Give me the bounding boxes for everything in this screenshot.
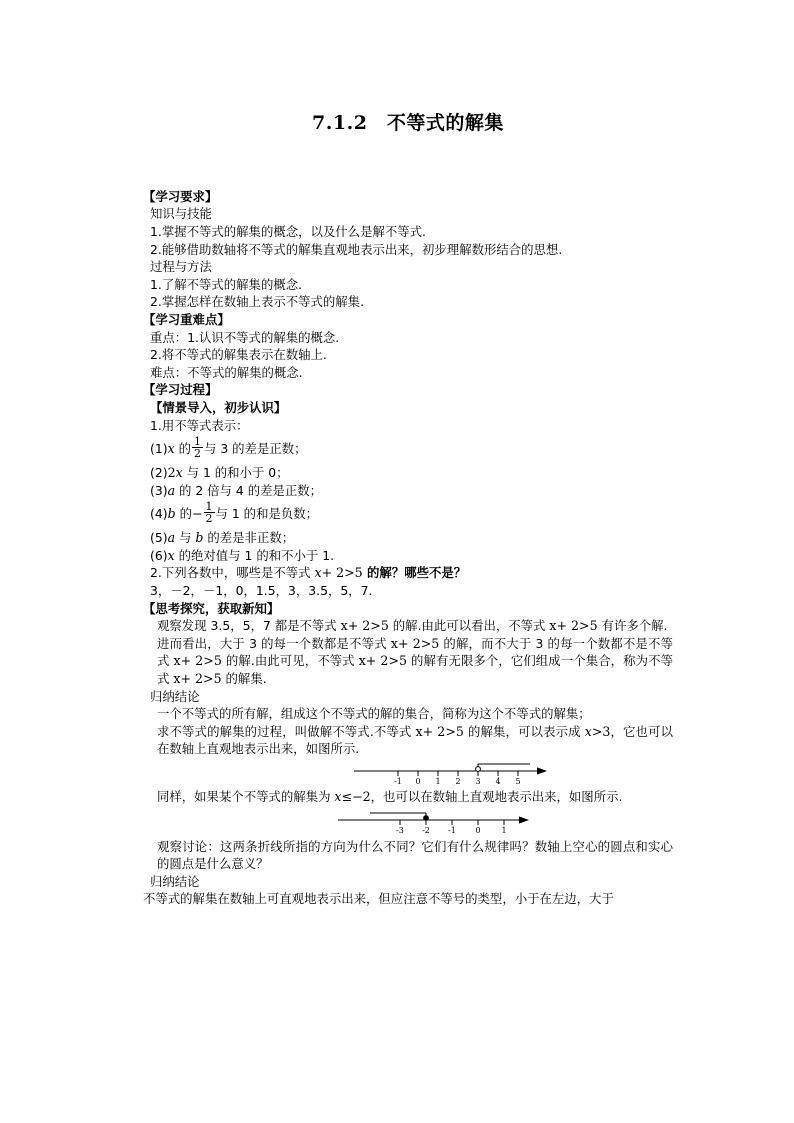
math-expression-2: x+ 2>5 (173, 653, 222, 669)
heading-learning-process: 【学习过程】 (143, 382, 218, 398)
explore-paragraph-2 (143, 635, 673, 688)
axis-ticks (398, 771, 518, 776)
math-expression-3: x+ 2>5 (358, 653, 408, 669)
requirement-item-4: 2.掌握怎样在数轴上表示不等式的解集. (150, 294, 365, 310)
number-line-figure-2 (143, 808, 699, 834)
filled-circle-at-neg2 (424, 815, 429, 820)
same-line-paragraph (143, 788, 673, 806)
math-variable-2: b (195, 530, 204, 546)
tick-label-3: 3 (475, 777, 481, 786)
number-line-figure-1 (143, 759, 717, 785)
item-text: 的 (174, 441, 192, 457)
requirement-item-2: 2.能够借助数轴将不等式的解集直观地表示出来，初步理解数形结合的思想. (150, 241, 563, 257)
conclusion-label-2: 归纳结论 (150, 873, 200, 889)
item-text-tail: 与 3 的差是正数； (204, 441, 307, 457)
question-1-item-6 (143, 547, 673, 565)
focus-item-1: 重点：1.认识不等式的解集的概念. (150, 329, 340, 345)
text-e: 的解集. (221, 671, 267, 687)
focus-item-3: 难点：不等式的解集的概念. (150, 364, 303, 380)
text-d: 的解有无限多个，它们组成一个集合，称为不等式 (157, 653, 673, 687)
tick-label-0: 0 (475, 825, 481, 834)
math-coefficient: 2 (167, 465, 176, 481)
text-b: 的解.由此可以看出，不等式 (388, 618, 550, 634)
conclusion-text-1: 一个不等式的所有解，组成这个不等式的解的集合，简称为这个不等式的解集； (157, 706, 591, 722)
math-variable: x (584, 723, 592, 739)
focus-item-2: 2.将不等式的解集表示在数轴上. (150, 347, 327, 363)
item-text: 的 2 倍与 4 的差是正数； (175, 482, 323, 498)
heading-thinking-exploration: 【思考探究，获取新知】 (143, 600, 280, 616)
math-variable: x (167, 547, 175, 563)
requirement-item-1: 1.掌握不等式的解集的概念，以及什么是解不等式. (150, 223, 426, 239)
item-text-tail: 与 1 的和是负数； (215, 506, 319, 522)
math-variable: x (167, 441, 175, 457)
math-expression: + 2>5 (321, 565, 363, 581)
text-a: 同样，如果某个不等式的解集为 (157, 789, 335, 805)
tick-label-0: 0 (415, 777, 421, 786)
subheading-process-method: 过程与方法 (150, 259, 212, 275)
number-line-svg-gt3 (352, 759, 552, 785)
question-1-item-1 (143, 434, 673, 464)
item-text: 的绝对值与 1 的和不小于 1. (174, 547, 335, 563)
item-label: (4) (150, 506, 168, 522)
text-a: 进而看出，大于 3 的每一个数都是不等式 (157, 635, 391, 651)
math-variable: a (167, 482, 176, 498)
document-body (143, 188, 673, 908)
stem-part-a: 2.下列各数中，哪些是不等式 (150, 565, 315, 581)
text-c: ，它也可以在数轴上直观地表示出来，如图所示. (157, 723, 673, 757)
text-b: 的解，而不大于 3 的每一个数都不是不等式 (157, 635, 673, 669)
subheading-knowledge-skills: 知识与技能 (150, 206, 212, 222)
item-label: (3) (150, 482, 168, 498)
tick-label-neg3: -3 (396, 825, 404, 834)
heading-key-difficulties: 【学习重难点】 (143, 311, 230, 327)
question-2-stem (143, 564, 673, 582)
explore-paragraph-1 (143, 617, 673, 635)
text-c: 的解.由此可见，不等式 (221, 653, 359, 669)
number-line-svg-le-neg2 (334, 808, 534, 834)
fraction-one-half: $\frac{1}{2}$ (194, 434, 202, 461)
math-variable: x (334, 789, 342, 805)
math-expression-1: x+ 2>5 (390, 635, 440, 651)
heading-scenario-intro: 【情景导入，初步认识】 (150, 399, 287, 415)
math-relation-le: ≤ (341, 789, 353, 805)
question-1-item-4 (143, 499, 673, 529)
discussion-paragraph: 观察讨论：这两条折线所指的方向为什么不同？它们有什么规律吗？数轴上空心的圆点和实心的圆点是什么意义？ (157, 838, 673, 872)
axis-tick-labels (396, 826, 506, 834)
math-expression-1: x+ 2>5 (340, 618, 389, 634)
math-expression-2: x+ 2>5 (549, 618, 598, 634)
conclusion-text-2 (143, 723, 673, 758)
minus-sign: − (191, 506, 203, 522)
item-label: (1) (150, 441, 168, 457)
question-2-number-list: 3，－2，－1，0，1.5，3，3.5，5，7. (150, 583, 373, 599)
text-c: 有许多个解. (597, 618, 668, 634)
tick-label-1: 1 (435, 777, 441, 786)
math-expression-4: x+ 2>5 (173, 671, 222, 687)
tick-label-5: 5 (515, 777, 521, 786)
heading-learning-requirements: 【学习要求】 (143, 188, 218, 204)
question-1-item-5 (143, 529, 673, 547)
tick-label-neg2: -2 (422, 825, 430, 834)
question-1-item-2 (143, 464, 673, 482)
axis-arrow-right (519, 816, 529, 823)
fraction-one-half: $\frac{1}{2}$ (205, 500, 213, 526)
conclusion-label-1: 归纳结论 (150, 688, 200, 704)
item-label: (6) (150, 547, 168, 563)
text-b: 的解集，可以表示成 (463, 723, 585, 739)
tick-label-neg1: -1 (448, 825, 456, 834)
tick-label-1: 1 (501, 825, 507, 834)
conclusion-text-3: 不等式的解集在数轴上可直观地表示出来，但应注意不等号的类型，小于在左边，大于 (143, 891, 614, 907)
text-a: 观察发现 3.5，5，7 都是不等式 (157, 618, 341, 634)
text-b: ，也可以在数轴上直观地表示出来，如图所示. (370, 789, 623, 805)
math-relation: >3 (591, 723, 611, 739)
math-expression-1: x+ 2>5 (415, 723, 464, 739)
item-text-tail: 的差是非正数； (203, 530, 295, 546)
item-label: (2) (150, 465, 168, 481)
stem-part-b: 的解？哪些不是？ (362, 565, 467, 581)
axis-tick-labels (394, 777, 520, 785)
tick-label-4: 4 (495, 777, 501, 786)
math-variable: b (167, 506, 176, 522)
math-value: −2 (352, 789, 371, 805)
item-text: 与 1 的和小于 0； (182, 465, 289, 481)
math-variable: a (167, 530, 176, 546)
axis-arrow-right (537, 767, 547, 774)
question-1-item-3 (143, 482, 673, 500)
tick-label-2: 2 (455, 777, 461, 786)
page-title: 7.1.2 不等式的解集 (312, 112, 504, 134)
tick-label-neg1: -1 (394, 777, 402, 786)
item-text: 的 (175, 506, 192, 522)
question-1-stem: 1.用不等式表示： (150, 417, 249, 433)
math-variable: x (175, 465, 183, 481)
requirement-item-3: 1.了解不等式的解集的概念. (150, 276, 303, 292)
axis-ticks (400, 820, 504, 825)
open-circle-at-3 (476, 767, 481, 772)
math-variable: x (314, 565, 322, 581)
text-a: 求不等式的解集的过程，叫做解不等式.不等式 (157, 723, 416, 739)
item-label: (5) (150, 530, 168, 546)
document-content (143, 0, 673, 908)
item-text: 与 (175, 530, 196, 546)
